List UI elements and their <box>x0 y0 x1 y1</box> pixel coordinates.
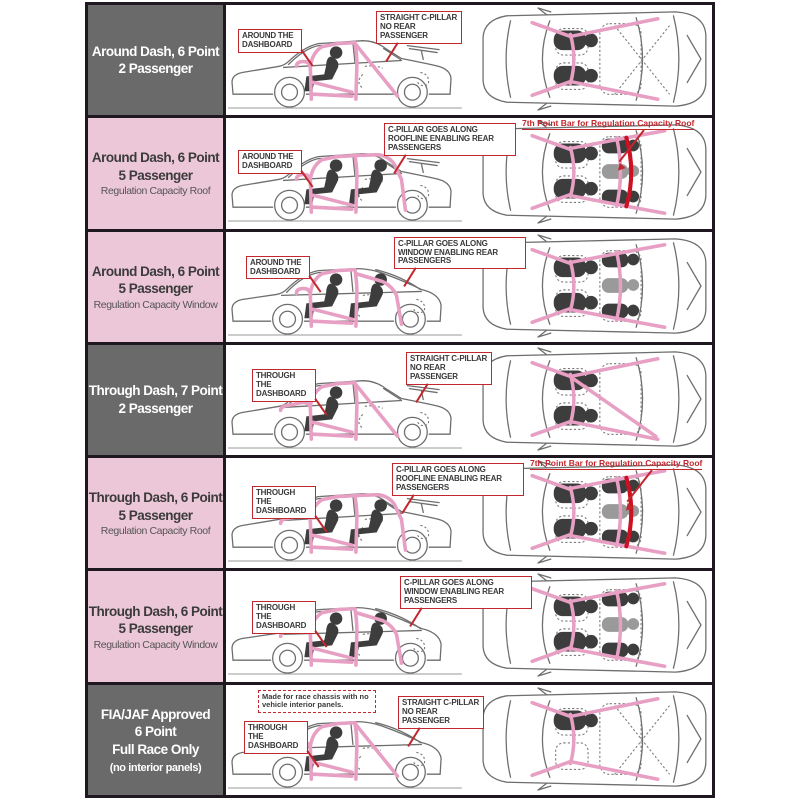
callout-cpillar: STRAIGHT C-PILLAR NO REAR PASSENGER <box>376 11 462 44</box>
row-illustrations <box>226 571 712 681</box>
car-top-view <box>466 6 712 112</box>
row-label <box>88 571 226 681</box>
seventh-point-note-text: 7th Point Bar for Regulation Capacity Roof <box>522 118 695 129</box>
table-row <box>88 571 712 684</box>
config-subtitle: Regulation Capacity Window <box>93 638 218 651</box>
row-illustrations <box>226 345 712 455</box>
table-row <box>88 232 712 345</box>
callout-dashboard: THROUGH THE DASHBOARD <box>252 486 316 519</box>
config-title: 2 Passenger <box>118 400 193 416</box>
config-title: Through Dash, 7 Point <box>88 383 223 399</box>
table-row <box>88 458 712 571</box>
callout-dashboard: THROUGH THE DASHBOARD <box>244 721 308 754</box>
config-title: Through Dash, 6 Point <box>88 603 223 619</box>
callout-cpillar: STRAIGHT C-PILLAR NO REAR PASSENGER <box>398 696 484 729</box>
config-title: 5 Passenger <box>118 621 193 637</box>
row-label <box>88 345 226 455</box>
callout-dashboard: AROUND THE DASHBOARD <box>238 150 302 174</box>
rollcage-configuration-table <box>85 2 715 798</box>
seventh-point-note <box>522 118 694 130</box>
row-illustrations <box>226 118 712 228</box>
config-subtitle: Regulation Capacity Roof <box>100 525 211 538</box>
config-title: 5 Passenger <box>118 167 193 183</box>
row-label <box>88 685 226 795</box>
callout-dashboard: AROUND THE DASHBOARD <box>246 256 310 280</box>
config-title: Full Race Only <box>112 741 199 757</box>
callout-dashboard: AROUND THE DASHBOARD <box>238 29 302 53</box>
car-top-view <box>466 346 712 452</box>
seventh-point-note <box>530 458 702 470</box>
config-title: Through Dash, 6 Point <box>88 490 223 506</box>
callout-cpillar: C-PILLAR GOES ALONG WINDOW ENABLING REAR PASSENGERS <box>394 237 526 270</box>
config-subtitle: Regulation Capacity Roof <box>100 185 211 198</box>
config-title: FIA/JAF Approved <box>100 706 211 722</box>
callout-cpillar: STRAIGHT C-PILLAR NO REAR PASSENGER <box>406 352 492 385</box>
row-illustrations <box>226 232 712 342</box>
row-illustrations <box>226 458 712 568</box>
table-row <box>88 685 712 795</box>
config-title: 5 Passenger <box>118 281 193 297</box>
callout-dashboard: THROUGH THE DASHBOARD <box>252 369 316 402</box>
row-label <box>88 458 226 568</box>
config-title: Around Dash, 6 Point <box>91 150 220 166</box>
row-label <box>88 232 226 342</box>
table-row <box>88 345 712 458</box>
race-chassis-note: Made for race chassis with no vehicle interior panels. <box>258 690 376 713</box>
config-title: Around Dash, 6 Point <box>91 263 220 279</box>
callout-cpillar: C-PILLAR GOES ALONG ROOFLINE ENABLING REAR PASSENGERS <box>384 123 516 156</box>
config-title: Around Dash, 6 Point <box>91 43 220 59</box>
callout-cpillar: C-PILLAR GOES ALONG ROOFLINE ENABLING REAR PASSENGERS <box>392 463 524 496</box>
table-row <box>88 118 712 231</box>
config-title: 2 Passenger <box>118 61 193 77</box>
row-illustrations <box>226 5 712 115</box>
config-subtitle: Regulation Capacity Window <box>93 298 218 311</box>
config-title: 6 Point <box>134 724 177 740</box>
config-title: 5 Passenger <box>118 507 193 523</box>
row-illustrations <box>226 685 712 795</box>
car-top-view <box>466 686 712 792</box>
row-label <box>88 5 226 115</box>
table-row <box>88 5 712 118</box>
callout-dashboard: THROUGH THE DASHBOARD <box>252 601 316 634</box>
callout-cpillar: C-PILLAR GOES ALONG WINDOW ENABLING REAR PASSENGERS <box>400 576 532 609</box>
config-subtitle: (no interior panels) <box>109 762 202 775</box>
row-label <box>88 118 226 228</box>
seventh-point-note-text: 7th Point Bar for Regulation Capacity Roof <box>530 458 703 469</box>
